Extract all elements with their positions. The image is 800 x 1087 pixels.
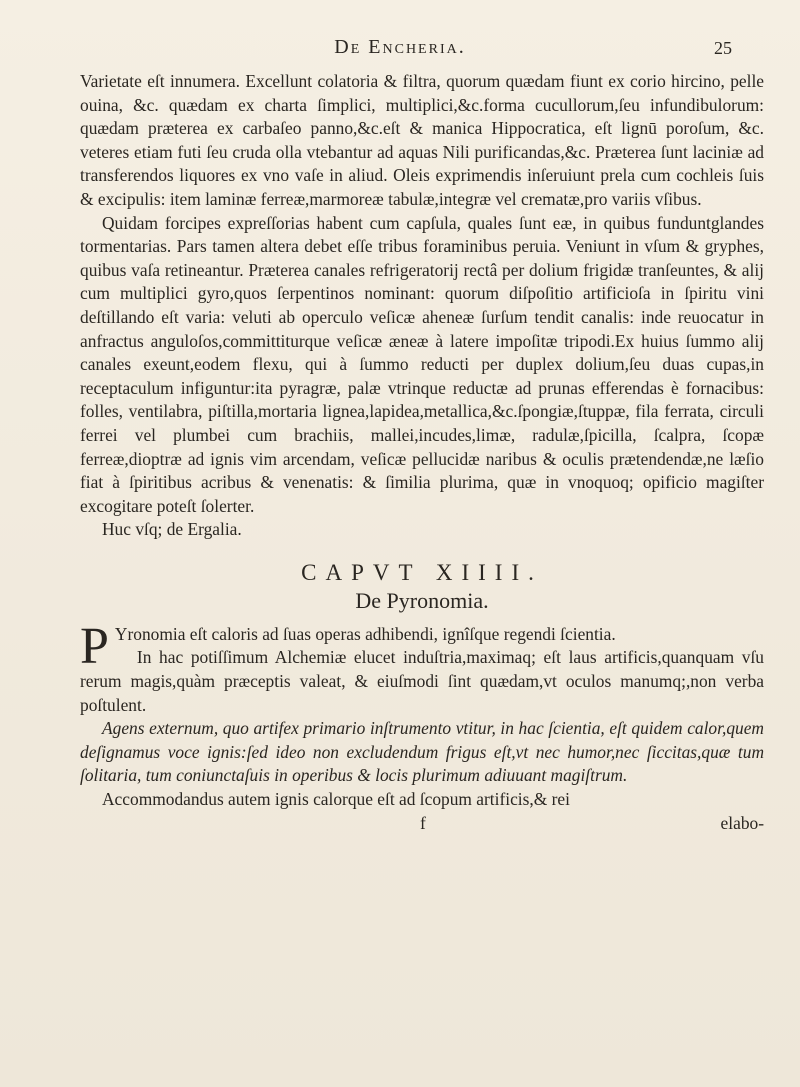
italic-quote: Agens externum, quo artifex primario inſtrumento vtitur, in hac ſcientia, eſt quidem calor,quem deſignamus voce ignis:ſed ideo non excludendum frigus eſt,vt nec humor,nec ſiccitas,quæ tum ſolitaria, tum coniunctaſuis in operibus & locis plurimum adiuuant magiſtrum. bbox=[80, 718, 764, 786]
closing-line: Huc vſq; de Ergalia. bbox=[102, 519, 242, 540]
text-block bbox=[80, 70, 764, 836]
page-number: 25 bbox=[714, 38, 732, 58]
paragraph-tools: Quidam forcipes expreſſorias habent cum capſula, quales ſunt eæ, in quibus funduntglandes tormentarias. Pars tamen altera debet eſſe tribus foraminibus peruia. Veniunt in vſum & gryphes, quibus vaſa retineantur. Præterea canales refrigeratorij rectâ per dolium frigidæ tranſeuntes, & alij cum multiplici gyro,quos ſerpentinos nominant: quorum diſpoſitio artificioſa in ſpiritu vini deſtillando eſt varia: veluti ab operculo veſicæ aheneæ ſurſum tendit canalis: inde reuocatur in anfractus anguloſos,committiturque veſicæ æneæ à latere impoſitæ tripodi.Ex huius ſummo alij canales exeunt,eodem flexu, qui à ſummo reducti per duplex dolium,ſeu duas cupas,in receptaculum infiguntur:ita pyragræ, palæ vtrinque reductæ ad prunas efferendas è fornacibus: folles, ventilabra, piſtilla,mortaria lignea,lapidea,metallica,&c.ſpongiæ,ſtuppæ, fila ferrata, circuli ferrei vel plumbei cum brachiis, mallei,incudes,limæ, radulæ,ſpicilla, ſcalpra, ſcopæ ferreæ,dioptræ ad ignis vim arcendam, veſicæ pellucidæ naribus & oculis prætendendæ,ne læſio fiat à ſpiritibus acribus & venenatis: & ſimilia plurima, quæ in vnoquoq; opificio magiſter excogitare poteſt ſolerter. bbox=[80, 212, 764, 516]
catchword: elabo- bbox=[720, 812, 764, 833]
page-footer bbox=[80, 812, 764, 836]
running-head bbox=[0, 36, 800, 66]
running-title: De Encheria. bbox=[334, 36, 466, 58]
chapter-title: De Pyronomia. bbox=[355, 587, 489, 613]
definition-paragraph bbox=[80, 617, 764, 675]
signature-mark: f bbox=[420, 812, 426, 833]
final-paragraph: Accommodandus autem ignis calorque eſt ad ſcopum artificis,& rei bbox=[102, 789, 570, 810]
industry-paragraph: In hac potiſſimum Alchemiæ elucet induſtria,maximaq; eſt laus artificis,quanquam vſu rerum magis,quàm præceptis valeat, & eiuſmodi ſint quædam,vt oculos manumq;,non verba poſtulent. bbox=[80, 647, 764, 715]
drop-cap: P bbox=[80, 617, 109, 675]
paragraph-filters: Varietate eſt innumera. Excellunt colatoria & filtra, quorum quædam fiunt ex corio hircino, pelle ouina, &c. quædam ex charta ſimplici, multiplici,&c.forma cucullorum,ſeu infundibulorum: quædam præterea ex carbaſeo panno,&c.eſt & manica Hippocratica, eſt lignū poroſum, &c. veteres etiam futi ſeu cruda olla vtebantur ad aquas Nili purificandas,&c. Præterea ſunt laciniæ ad transferendos liquores ex vno vaſe in aliud. Oleis exprimendis inſeruiunt prela cum cochleis ſuis & excipulis: item laminæ ferreæ,marmoreæ tabulæ,integræ vel crematæ,pro variis vſibus. bbox=[80, 71, 764, 209]
definition-text: Yronomia eſt caloris ad ſuas operas adhibendi, ignîſque regendi ſcientia. bbox=[114, 623, 616, 644]
chapter-heading: CAPVT XIIII. bbox=[301, 559, 543, 585]
